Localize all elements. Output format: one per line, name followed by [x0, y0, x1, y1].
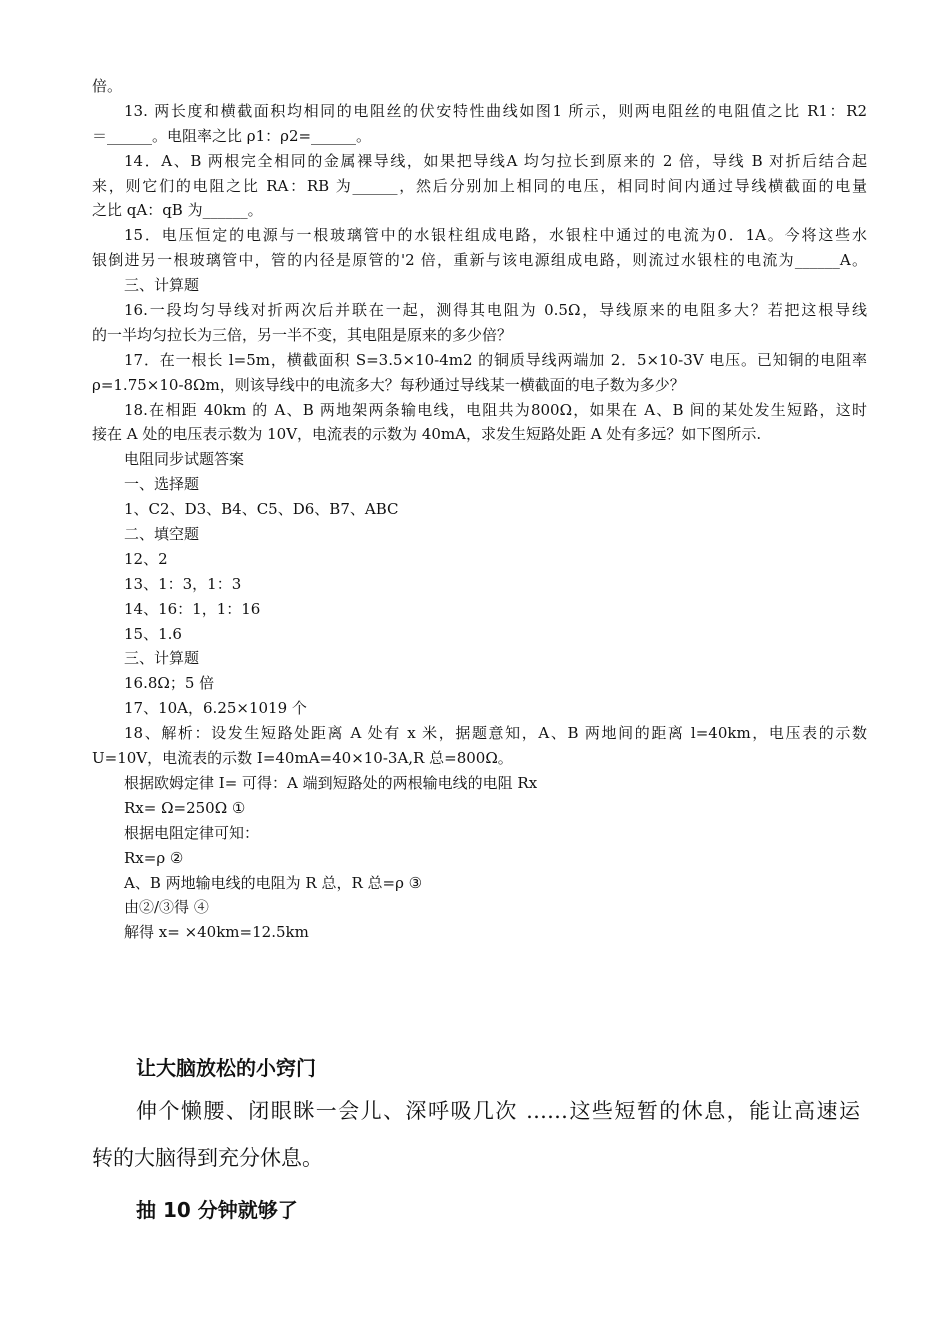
essay-section — [92, 1048, 860, 1230]
essay-subheading: 抽 10 分钟就够了 — [136, 1198, 298, 1222]
text-line: 17、10A，6.25×1019 个 — [124, 699, 307, 718]
text-line: 13. 两长度和横截面积均相同的电阻丝的伏安特性曲线如图1 所示，则两电阻丝的电阻值之比 R1：R2 — [124, 101, 867, 120]
text-line: Rx= Ω=250Ω ① — [124, 798, 246, 817]
text-line: 13、1：3，1：3 — [124, 574, 242, 593]
text-line: 15．电压恒定的电源与一根玻璃管中的水银柱组成电路，水银柱中通过的电流为0．1A。今将这些水 — [124, 226, 867, 245]
text-line: 14、16：1，1：16 — [124, 599, 261, 618]
text-line: 的一半均匀拉长为三倍，另一半不变，其电阻是原来的多少倍？ — [92, 325, 513, 344]
text-line: 16.一段均匀导线对折两次后并联在一起，测得其电阻为 0.5Ω，导线原来的电阻多大？若把这根导线 — [124, 301, 867, 320]
text-line: 由②/③得 ④ — [124, 898, 209, 917]
text-line: 二、填空题 — [124, 525, 200, 544]
text-line: ρ=1.75×10-8Ωm，则该导线中的电流多大？每秒通过导线某一横截面的电子数为多少？ — [92, 375, 685, 394]
text-line: 16.8Ω；5 倍 — [124, 674, 215, 693]
text-line: 18、解析：设发生短路处距离 A 处有 x 米，据题意知，A、B 两地间的距离 l=40km，电压表的示数 — [124, 724, 867, 743]
text-line: 之比 qA：qB 为______。 — [92, 201, 263, 220]
text-line: 根据欧姆定律 I= 可得：A 端到短路处的两根输电线的电阻 Rx — [124, 773, 538, 792]
text-line: 解得 x= ×40km=12.5km — [124, 923, 309, 942]
text-line: 一、选择题 — [124, 475, 200, 494]
essay-heading: 让大脑放松的小窍门 — [136, 1056, 316, 1080]
text-line: 1、C2、D3、B4、C5、D6、B7、ABC — [124, 500, 399, 519]
essay-paragraph-line: 转的大脑得到充分休息。 — [92, 1146, 323, 1170]
text-line: 18.在相距 40km 的 A、B 两地架两条输电线，电阻共为800Ω，如果在 A、B 间的某处发生短路，这时 — [124, 400, 867, 419]
text-line: 电阻同步试题答案 — [124, 450, 245, 469]
text-line: 来，则它们的电阻之比 RA：RB 为______，然后分别加上相同的电压，相同时间内通过导线横截面的电量 — [92, 176, 867, 195]
text-line: 接在 A 处的电压表示数为 10V，电流表的示数为 40mA，求发生短路处距 A 处有多远？如下图所示. — [92, 425, 762, 444]
text-line: 倍。 — [92, 77, 123, 95]
text-line: 根据电阻定律可知： — [124, 823, 260, 842]
text-line: 三、计算题 — [124, 276, 200, 295]
text-line: 15、1.6 — [124, 624, 182, 643]
text-line: 12、2 — [124, 549, 168, 568]
text-line: 14．A、B 两根完全相同的金属裸导线，如果把导线A 均匀拉长到原来的 2 倍，导线 B 对折后结合起 — [124, 151, 867, 170]
text-line: A、B 两地输电线的电阻为 R 总，R 总=ρ ③ — [124, 873, 423, 892]
text-line: 三、计算题 — [124, 649, 200, 668]
text-line: 银倒进另一根玻璃管中，管的内径是原管的'2 倍，重新与该电源组成电路，则流过水银柱的电流为______A。 — [92, 251, 867, 270]
text-line: ＝______。电阻率之比 ρ1：ρ2=______。 — [92, 126, 372, 145]
document-body — [92, 74, 867, 945]
essay-paragraph-line: 伸个懒腰、闭眼眯一会儿、深呼吸几次 ……这些短暂的休息，能让高速运 — [136, 1099, 860, 1123]
text-line: U=10V，电流表的示数 I=40mA=40×10-3A,R 总=800Ω。 — [92, 749, 513, 768]
text-line: 17．在一根长 l=5m，横截面积 S=3.5×10-4m2 的铜质导线两端加 2．5×10-3V 电压。已知铜的电阻率 — [124, 350, 867, 369]
text-line: Rx=ρ ② — [124, 848, 184, 867]
